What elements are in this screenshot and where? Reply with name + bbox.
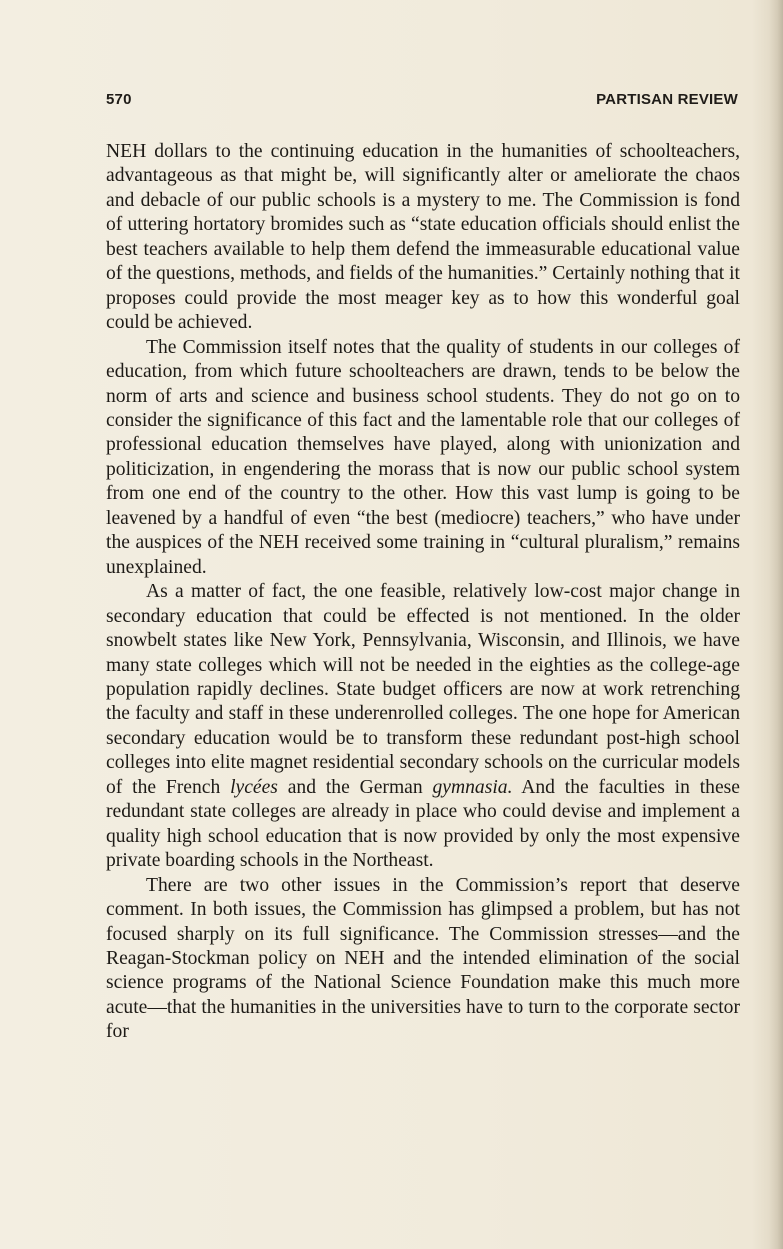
italic-lycees: lycées <box>230 776 278 798</box>
page-number: 570 <box>106 91 132 108</box>
paragraph-2-text: The Commission itself notes that the quality of students in our colleges of education, from which future schoolteachers are drawn, tends to be below the norm of arts and science and business school students. They do not go on to consider the significance of this fact and the lamentable role that our colleges of professional education themselves have played, along with unionization and politicization, in engendering the morass that is now our public school system from one end of the country to the other. How this vast lump is going to be leavened by a handful of even “the best (mediocre) teachers,” who have under the auspices of the NEH received some training in “cultural pluralism,” remains unexplained. <box>106 336 740 578</box>
paragraph-1 <box>106 140 740 336</box>
paragraph-3-text-a: As a matter of fact, the one feasible, relatively low-cost major change in secondary education that could be effected is not mentioned. In the older snowbelt states like New York, Pennsylvania, Wisconsin, and Illinois, we have many state colleges which will not be needed in the eighties as the college-age population rapidly declines. State budget officers are now at work retrenching the faculty and staff in these underenrolled colleges. The one hope for American secondary education would be to transform these redundant post-high school colleges into elite magnet residential secondary schools on the curricular models of the French <box>106 581 740 798</box>
paragraph-1-text: NEH dollars to the continuing education in the humanities of schoolteachers, advantageous as that might be, will significantly alter or ameliorate the chaos and debacle of our public schools is a mystery to me. The Commission is fond of uttering hortatory bromides such as “state education officials should enlist the best teachers available to help them defend the immeasurable educational value of the questions, methods, and fields of the humanities.” Certainly nothing that it proposes could provide the most meager key as to how this wonderful goal could be achieved. <box>106 141 740 334</box>
italic-gymnasia: gymnasia. <box>432 776 513 798</box>
paragraph-4 <box>106 874 740 1045</box>
paragraph-3-text-c: And the faculties in these redundant state colleges are already in place who could devise and implement a quality high school education that is now provided by only the most expensive private boarding schools in the Northeast. <box>106 776 740 872</box>
body-text <box>106 140 740 1045</box>
paragraph-3 <box>106 580 740 873</box>
paragraph-2 <box>106 336 740 581</box>
paragraph-3-text-b: and the German <box>277 776 433 798</box>
paragraph-4-text: There are two other issues in the Commission’s report that deserve comment. In both issues, the Commission has glimpsed a problem, but has not focused sharply on its full significance. The Commission stresses—and the Reagan-Stockman policy on NEH and the intended elimination of the social science programs of the National Science Foundation make this much more acute—that the humanities in the universities have to turn to the corporate sector for <box>106 874 740 1043</box>
journal-title: PARTISAN REVIEW <box>596 91 738 108</box>
running-head <box>106 91 738 111</box>
page-edge-shadow <box>769 0 783 1249</box>
